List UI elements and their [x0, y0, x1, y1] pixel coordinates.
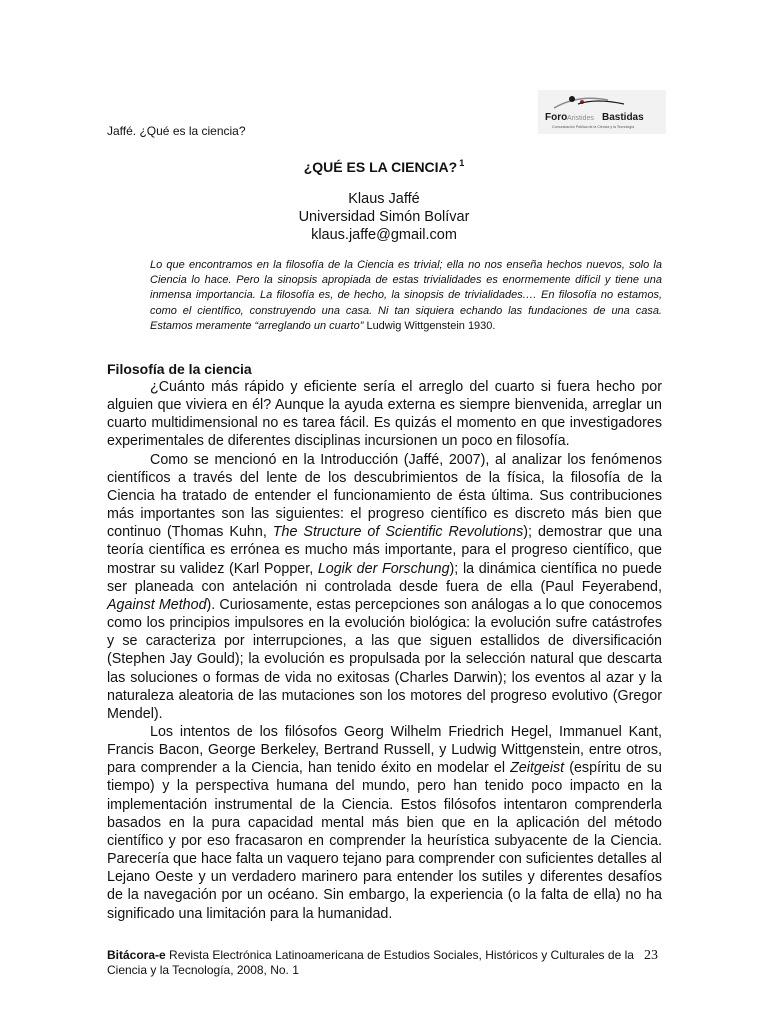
section-heading: Filosofía de la ciencia: [107, 361, 252, 377]
running-head: Jaffé. ¿Qué es la ciencia?: [107, 124, 246, 138]
author-block: [0, 190, 768, 244]
p3-zeitgeist: Zeitgeist: [510, 760, 565, 777]
p3-text-c: (espíritu de su tiempo) y la perspectiva humana del mundo, pero han tenido poco impacto en la implementación instrumental de la Ciencia. Estos filósofos intentaron comprenderla basados en la pura capacidad mental más bien que en la aplicación del método científico y por eso fracasaron en comprender la heurística subyacente de la Ciencia. Parecería que hace falta un vaquero tejano para comprender con suficientes detalles al Lejano Oeste y un verdadero marinero para entender los sutiles y diferentes desafíos de la navegación por un océano. Sin embargo, la experiencia (o la falta de ella) no ha significado una limitación para la humanidad.: [107, 760, 662, 922]
p2-title-popper: Logik der Forschung: [317, 560, 450, 577]
title-text: ¿QUÉ ES LA CIENCIA?: [303, 159, 458, 175]
logo-last: Bastidas: [602, 112, 644, 123]
p2-title-feyerabend: Against Method: [107, 596, 207, 613]
footer-citation-text: Revista Electrónica Latinoamericana de Estudios Sociales, Históricos y Culturales de la Ciencia y la Tecnología, 2008, No. 1: [107, 948, 634, 977]
epigraph: [150, 258, 662, 334]
body-text: [107, 378, 662, 923]
paragraph-1: ¿Cuánto más rápido y eficiente sería el arreglo del cuarto si fuera hecho por alguien que viviera en él? Aunque la ayuda externa es siempre bienvenida, arreglar un cuarto multidimensional no es tarea fácil. Es quizás el momento en que investigadores experimentales de diferentes disciplinas incursionen un poco en filosofía.: [107, 379, 662, 450]
foro-logo: [538, 90, 666, 134]
p3-text-a: Los intentos de los filósofos Georg Wilhelm Friedrich Hegel, Immanuel Kant, Francis Bacon, George Berkeley, Bertrand Russell, y Ludwig Wittgenstein, entre otros, para comprender a la Ciencia, han tenido éxito en modelar el: [107, 723, 662, 777]
p2-text-c: ); demostrar que una teoría científica es errónea es mucho más importante, para el progreso científico, que mostrar su validez (Karl Popper,: [107, 524, 662, 577]
footer-brand: Bitácora-e: [107, 948, 166, 962]
p2-title-kuhn: The Structure of Scientific Revolutions: [272, 524, 524, 541]
epigraph-quote: Lo que encontramos en la filosofía de la Ciencia es trivial; ella no nos enseña hechos nuevos, solo la Ciencia lo hace. Pero la sinopsis apropiada de estas trivialidades es enormemente difícil y tiene una inmensa importancia. La filosofía es, de hecho, la sinopsis de trivialidades.… En filosofía no estamos, como el científico, construyendo una casa. Ni tan siquiera echando las fundaciones de una casa. Estamos meramente “arreglando un cuarto”: [150, 259, 662, 332]
title-footnote-marker: 1: [459, 158, 465, 168]
logo-middle: Aristides: [567, 115, 594, 122]
logo-name: Foro: [545, 112, 568, 123]
author-email: klaus.jaffe@gmail.com: [311, 227, 457, 243]
paragraph-3: [107, 723, 662, 923]
paragraph-2: [107, 451, 662, 723]
page-number: 23: [644, 948, 658, 963]
author-affiliation: Universidad Simón Bolívar: [298, 209, 470, 225]
p2-text-g: ). Curiosamente, estas percepciones son análogas a lo que conocemos como los principios impulsores en la evolución biológica: la evolución sufre catástrofes y se caracteriza por interrupciones, a las que siguen estallidos de diversificación (Stephen Jay Gould); la evolución es propulsada por la selección natural que descarta las soluciones o formas de vida no exitosas (Charles Darwin); los eventos al azar y la naturaleza aleatoria de las mutaciones son los motores del progreso evolutivo (Gregor Mendel).: [107, 596, 662, 722]
page-title: [0, 154, 768, 176]
p2-text-a: Como se mencionó en la Introducción (Jaffé, 2007), al analizar los fenómenos científicos a través del lente de los descubrimientos de la física, la filosofía de la Ciencia ha tratado de entender el funcionamiento de ésta última. Sus contribuciones más importantes son las siguientes: el progreso científico es discreto más bien que continuo (Thomas Kuhn,: [107, 451, 662, 541]
author-name: Klaus Jaffé: [348, 191, 420, 207]
logo-tagline: Comunicación Pública de la Ciencia y la Tecnología: [552, 125, 635, 129]
foro-logo-icon: [538, 90, 666, 134]
epigraph-attribution: Ludwig Wittgenstein 1930.: [363, 319, 496, 332]
p2-text-e: ); la dinámica científica no puede ser planeada con antelación ni controlada desde fuera de ella (Paul Feyerabend,: [107, 560, 662, 595]
footer-citation: [107, 948, 662, 978]
